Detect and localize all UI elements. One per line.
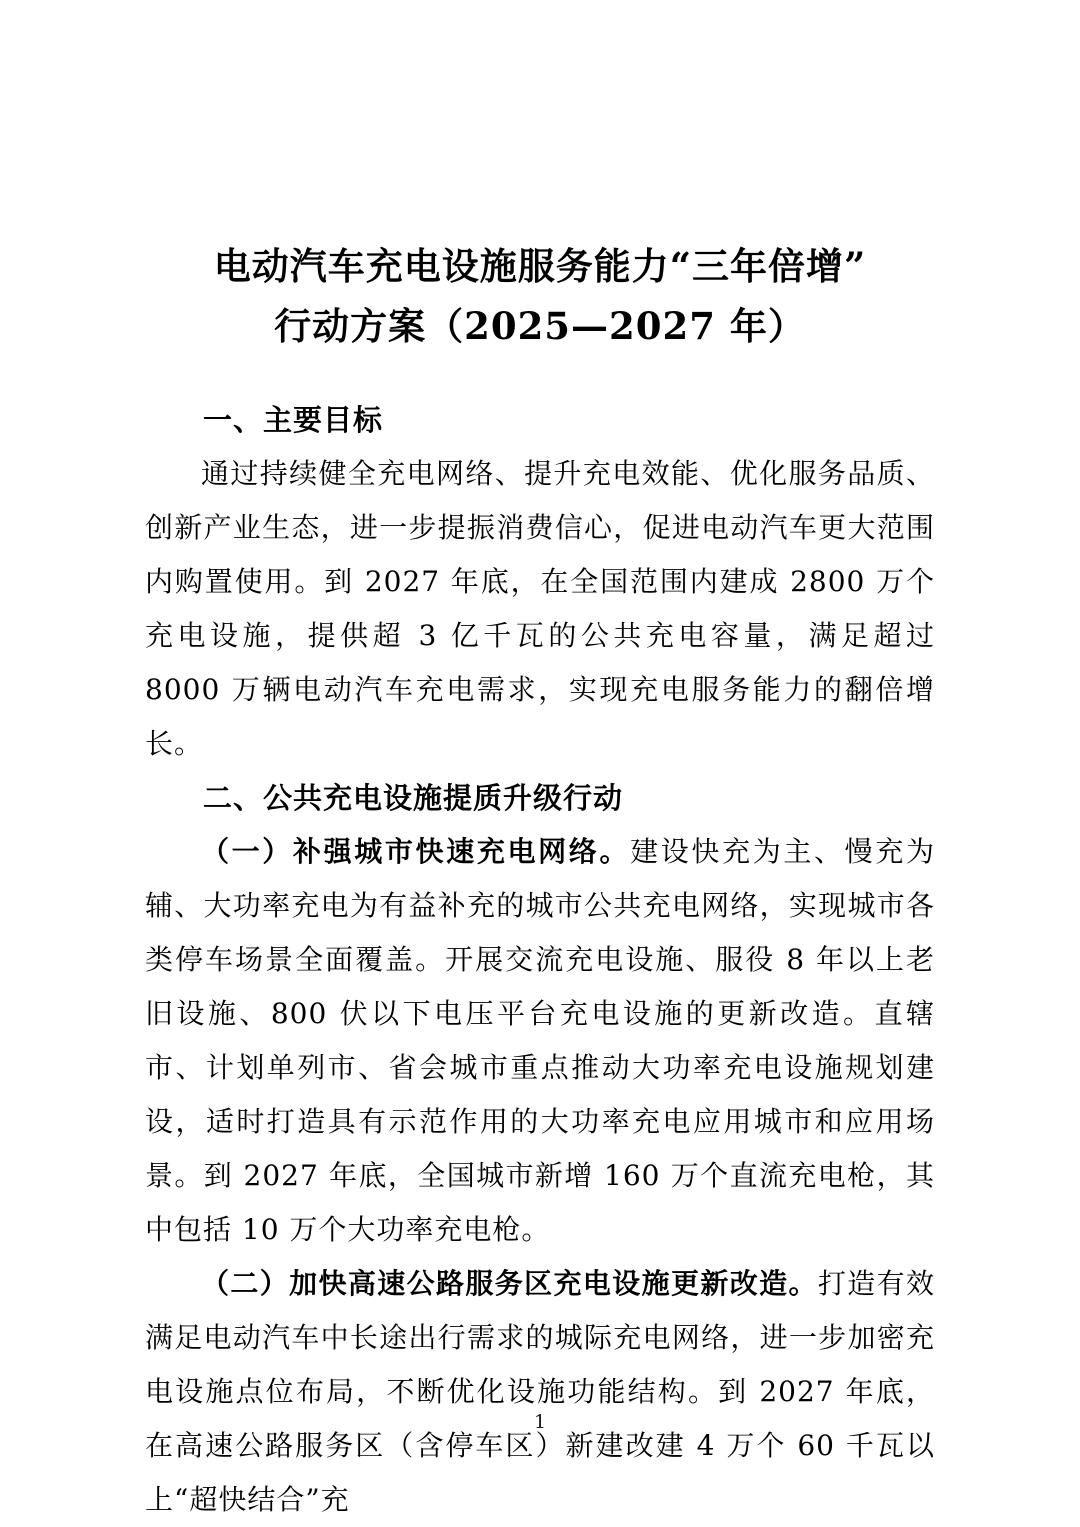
page-number: 1 <box>533 1411 547 1433</box>
paragraph-text: 通过持续健全充电网络、提升充电效能、优化服务品质、创新产业生态，进一步提振消费信心，促进电动汽车更大范围内购置使用。到 2027 年底，在全国范围内建成 2800 万个充电设施，提供超 3 亿千瓦的公共充电容量，满足超过 8000 万辆电动汽车充电需求，实现充电服务能力的翻倍增长。 <box>145 457 935 760</box>
paragraph-main-goals <box>145 447 935 771</box>
paragraph-text: 打造有效满足电动汽车中长途出行需求的城际充电网络，进一步加密充电设施点位布局，不断优化设施功能结构。到 2027 年底，在高速公路服务区（含停车区）新建改建 4 万个 60 千瓦以上“超快结合”充 <box>145 1267 935 1516</box>
section-heading-public-charging-upgrade: 二、公共充电设施提质升级行动 <box>203 781 624 815</box>
paragraph-highway-service-area <box>145 1257 935 1527</box>
paragraph-lead: （二）加快高速公路服务区充电设施更新改造。 <box>201 1267 818 1300</box>
paragraph-city-fast-charging <box>145 825 935 1257</box>
section-heading-main-goals: 一、主要目标 <box>203 403 384 437</box>
document-title <box>0 0 1080 356</box>
paragraph-lead: （一）补强城市快速充电网络。 <box>201 835 631 868</box>
document-title-line1: 电动汽车充电设施服务能力“三年倍增” <box>213 244 867 288</box>
paragraph-text: 建设快充为主、慢充为辅、大功率充电为有益补充的城市公共充电网络，实现城市各类停车场景全面覆盖。开展交流充电设施、服役 8 年以上老旧设施、800 伏以下电压平台充电设施的更新改造。直辖市、计划单列市、省会城市重点推动大功率充电设施规划建设，适时打造具有示范作用的大功率充电应用城市和应用场景。到 2027 年底，全国城市新增 160 万个直流充电枪，其中包括 10 万个大功率充电枪。 <box>145 835 935 1246</box>
document-body <box>145 393 935 1527</box>
document-title-line2: 行动方案（2025—2027 年） <box>274 304 806 348</box>
